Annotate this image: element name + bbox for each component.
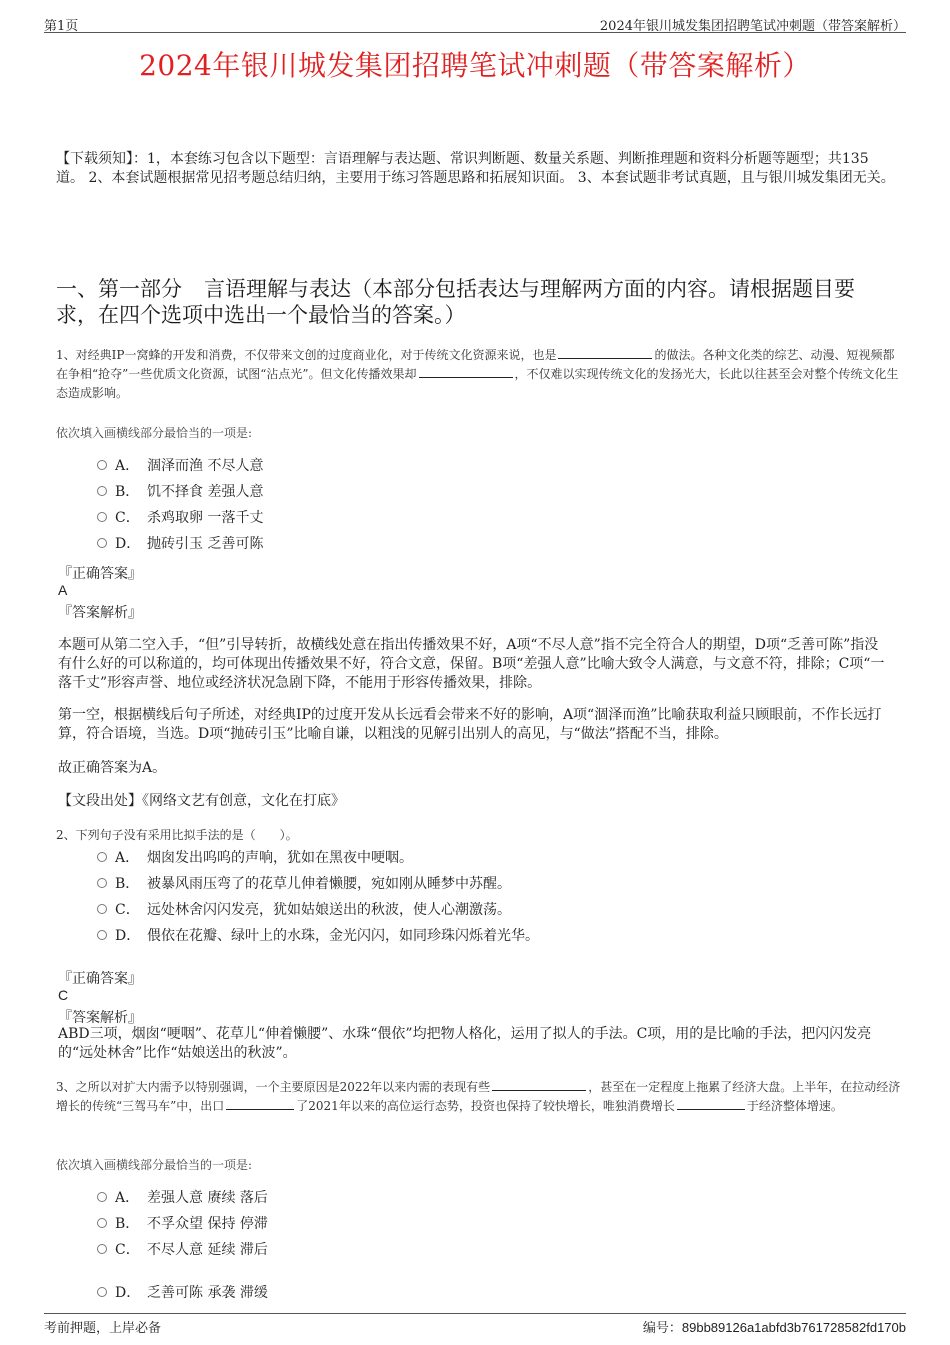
- section-number: 一、第一部分: [56, 277, 182, 301]
- radio-icon[interactable]: [97, 1244, 107, 1254]
- radio-icon[interactable]: [97, 878, 107, 888]
- question-3-instruction: 依次填入画横线部分最恰当的一项是:: [56, 1158, 253, 1172]
- radio-icon[interactable]: [97, 512, 107, 522]
- q1-option-d[interactable]: D． 抛砖引玉 乏善可陈: [97, 534, 263, 554]
- correct-answer-label: 『正确答案』: [58, 971, 142, 987]
- header-doc-title: 2024年银川城发集团招聘笔试冲刺题（带答案解析）: [599, 19, 906, 34]
- radio-icon[interactable]: [97, 460, 107, 470]
- fill-blank: [558, 346, 652, 359]
- q1-option-b[interactable]: B． 饥不择食 差强人意: [97, 482, 263, 502]
- q3-option-c[interactable]: C． 不尽人意 延续 滞后: [97, 1240, 268, 1260]
- question-2-text: 2、下列句子没有采用比拟手法的是（ ）。: [56, 828, 298, 842]
- fill-blank: [492, 1078, 586, 1091]
- radio-icon[interactable]: [97, 904, 107, 914]
- q3-option-a[interactable]: A． 差强人意 赓续 落后: [97, 1188, 268, 1208]
- radio-icon[interactable]: [97, 930, 107, 940]
- radio-icon[interactable]: [97, 1287, 107, 1297]
- q3-option-b[interactable]: B． 不孚众望 保持 停滞: [97, 1214, 268, 1234]
- q2-option-b[interactable]: B． 被暴风雨压弯了的花草儿伸着懒腰，宛如刚从睡梦中苏醒。: [97, 874, 511, 894]
- q2-option-a[interactable]: A． 烟囱发出呜呜的声响，犹如在黑夜中哽咽。: [97, 848, 413, 868]
- footer-slogan: 考前押题，上岸必备: [44, 1321, 162, 1336]
- question-1-instruction: 依次填入画横线部分最恰当的一项是:: [56, 426, 253, 440]
- fill-blank: [226, 1097, 294, 1110]
- footer-code: 编号：89bb89126a1abfd3b761728582fd170b: [642, 1320, 906, 1336]
- analysis-paragraph: 本题可从第二空入手，“但”引导转折，故横线处意在指出传播效果不好，A项“不尽人意”指不完全符合人的期望，D项“乏善可陈”指没有什么好的可以称道的，均可体现出传播效果不好，符合文意，保留。B项“差强人意”比喻大致令人满意，与文意不符，排除；C项“一落千丈”形容声誉、地位或经济状况急剧下降，不能用于形容传播效果，排除。: [58, 637, 885, 691]
- q2-option-d[interactable]: D． 偎依在花瓣、绿叶上的水珠，金光闪闪，如同珍珠闪烁着光华。: [97, 926, 539, 946]
- download-notice: 【下载须知】：1，本套练习包含以下题型：言语理解与表达题、常识判断题、数量关系题、判断推理题和资料分析题等题型；共135道。 2、本套试题根据常见招考题总结归纳，主要用于练习答题思路和拓展知识面。 3、本套试题非考试真题，且与银川城发集团无关。: [56, 151, 895, 186]
- fill-blank: [419, 365, 513, 378]
- radio-icon[interactable]: [97, 538, 107, 548]
- text-source: 【文段出处】《网络文艺有创意，文化在打底》: [58, 793, 345, 809]
- section-text: 言语理解与表达（本部分包括表达与理解两方面的内容。请根据题目要求，在四个选项中选出一个最恰当的答案。）: [56, 277, 855, 327]
- analysis-paragraph: 第一空，根据横线后句子所述，对经典IP的过度开发从长远看会带来不好的影响，A项“涸泽而渔”比喻获取利益只顾眼前，不作长远打算，符合语境，当选。D项“抛砖引玉”比喻自谦，以粗浅的见解引出别人的高见，与“做法”搭配不当，排除。: [58, 707, 882, 742]
- analysis-label: 『答案解析』: [58, 1010, 142, 1026]
- section-heading: [56, 276, 896, 328]
- fill-blank: [677, 1097, 745, 1110]
- q1-option-c[interactable]: C． 杀鸡取卵 一落千丈: [97, 508, 263, 528]
- radio-icon[interactable]: [97, 1218, 107, 1228]
- radio-icon[interactable]: [97, 1192, 107, 1202]
- q1-option-a[interactable]: A． 涸泽而渔 不尽人意: [97, 456, 263, 476]
- correct-answer-label: 『正确答案』: [58, 566, 142, 582]
- radio-icon[interactable]: [97, 486, 107, 496]
- q3-option-d[interactable]: D． 乏善可陈 承袭 滞缓: [97, 1283, 268, 1303]
- page-footer: [44, 1313, 906, 1336]
- document-title: 2024年银川城发集团招聘笔试冲刺题（带答案解析）: [139, 49, 811, 82]
- correct-answer: C: [58, 987, 69, 1003]
- page-number: 第1页: [44, 19, 79, 34]
- analysis-label: 『答案解析』: [58, 605, 142, 621]
- question-1-text: 1、对经典IP一窝蜂的开发和消费，不仅带来文创的过度商业化，对于传统文化资源来说，也是 的做法。各种文化类的综艺、动漫、短视频都在争相“抢夺”一些优质文化资源，试图“沾点光”。但文化传播效果却 ，不仅难以实现传统文化的发扬光大，长此以往甚至会对整个传统文化生态造成影响。: [56, 348, 899, 400]
- analysis-paragraph: ABD三项，烟囱“哽咽”、花草儿“伸着懒腰”、水珠“偎依”均把物人格化，运用了拟人的手法。C项，用的是比喻的手法，把闪闪发亮的“远处林舍”比作“姑娘送出的秋波”。: [58, 1026, 872, 1061]
- question-3-text: 3、之所以对扩大内需予以特别强调，一个主要原因是2022年以来内需的表现有些 ，甚至在一定程度上拖累了经济大盘。上半年，在拉动经济增长的传统“三驾马车”中，出口 了2021年以来的高位运行态势，投资也保持了较快增长，唯独消费增长 于经济整体增速。: [56, 1080, 901, 1113]
- radio-icon[interactable]: [97, 852, 107, 862]
- page-header: [44, 14, 906, 33]
- correct-answer: A: [58, 582, 68, 598]
- q2-option-c[interactable]: C． 远处林舍闪闪发亮，犹如姑娘送出的秋波，使人心潮激荡。: [97, 900, 511, 920]
- analysis-conclusion: 故正确答案为A。: [58, 760, 167, 776]
